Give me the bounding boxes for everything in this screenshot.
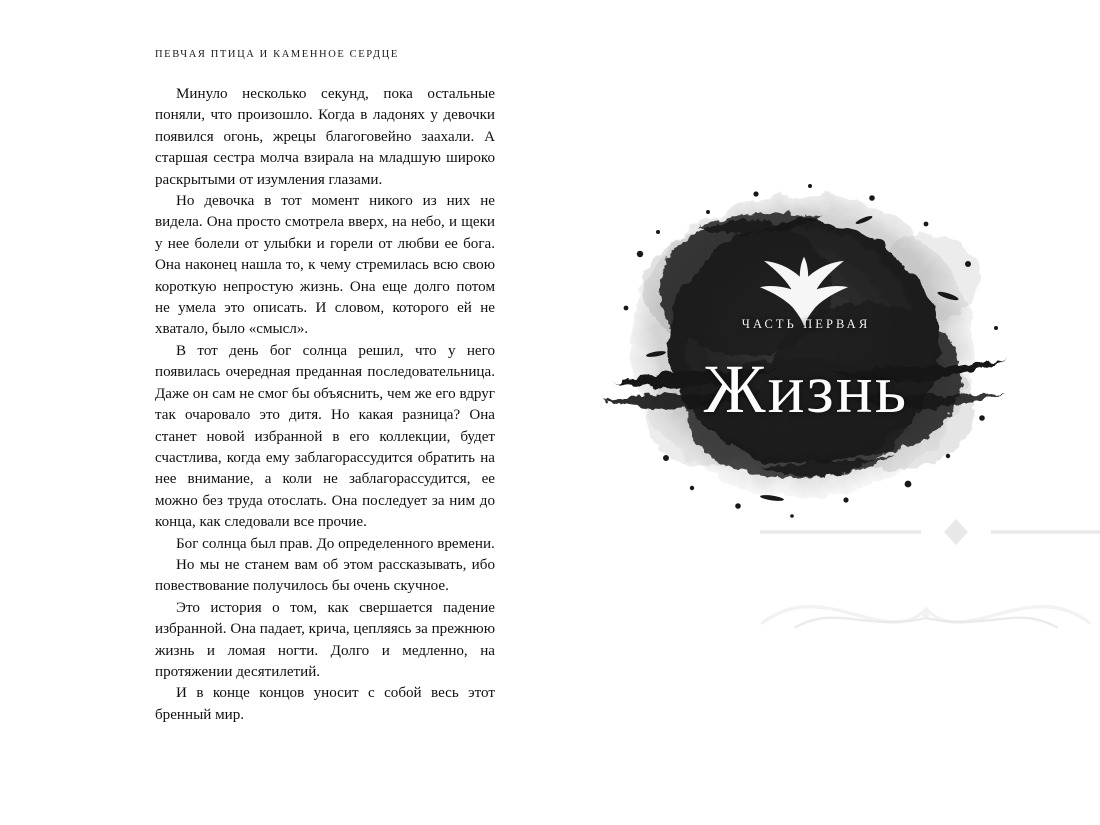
paragraph: Бог солнца был прав. До определенного времени. (176, 535, 495, 552)
running-head: ПЕВЧАЯ ПТИЦА И КАМЕННОЕ СЕРДЦЕ (155, 49, 399, 60)
paragraph: И в конце концов уносит с собой весь этот бренный мир. (155, 685, 495, 723)
paragraph: Но девочка в тот момент никого из них не видела. Она просто смотрела вверх, на небо, и щеки у нее болели от улыбки и горели от любви ее бога. Она наконец нашла то, к чему стремилась всю свою короткую непростую жизнь. Она еще долго потом не умела это описать. И словом, которого ей не хватало, было «смысл». (155, 193, 495, 338)
paragraph: В тот день бог солнца решил, что у него появилась очередная преданная последовательница. Даже он сам не смог бы объяснить, чем же его вдруг так очаровало это дитя. Но какая разница? Она станет новой избранной в его коллекции, будет счастлива, когда ему заблагорассудится обратить на нее внимание, а коли не заблагорассудится, ее можно без труда отослать. Она последует за ним до конца, как следовали все прочие. (155, 342, 495, 531)
part-title-artwork (596, 168, 1016, 538)
paragraph: Но мы не станем вам об этом рассказывать, ибо повествование получилось бы очень скучное. (155, 556, 495, 595)
body-text (155, 84, 495, 726)
part-title: Жизнь (703, 351, 909, 427)
page-right (550, 0, 1100, 825)
part-label: ЧАСТЬ ПЕРВАЯ (741, 317, 871, 331)
paragraph: Минуло несколько секунд, пока остальные поняли, что произошло. Когда в ладонях у девочки появился огонь, жрецы благоговейно заахали. А старшая сестра молча взирала на младшую широко раскрытыми от изумления глазами. (155, 86, 495, 188)
paragraph: Это история о том, как свершается падение избранной. Она падает, крича, цепляясь за прежнюю жизнь и ломая ногти. Долго и медленно, на протяжении десятилетий. (155, 599, 495, 680)
